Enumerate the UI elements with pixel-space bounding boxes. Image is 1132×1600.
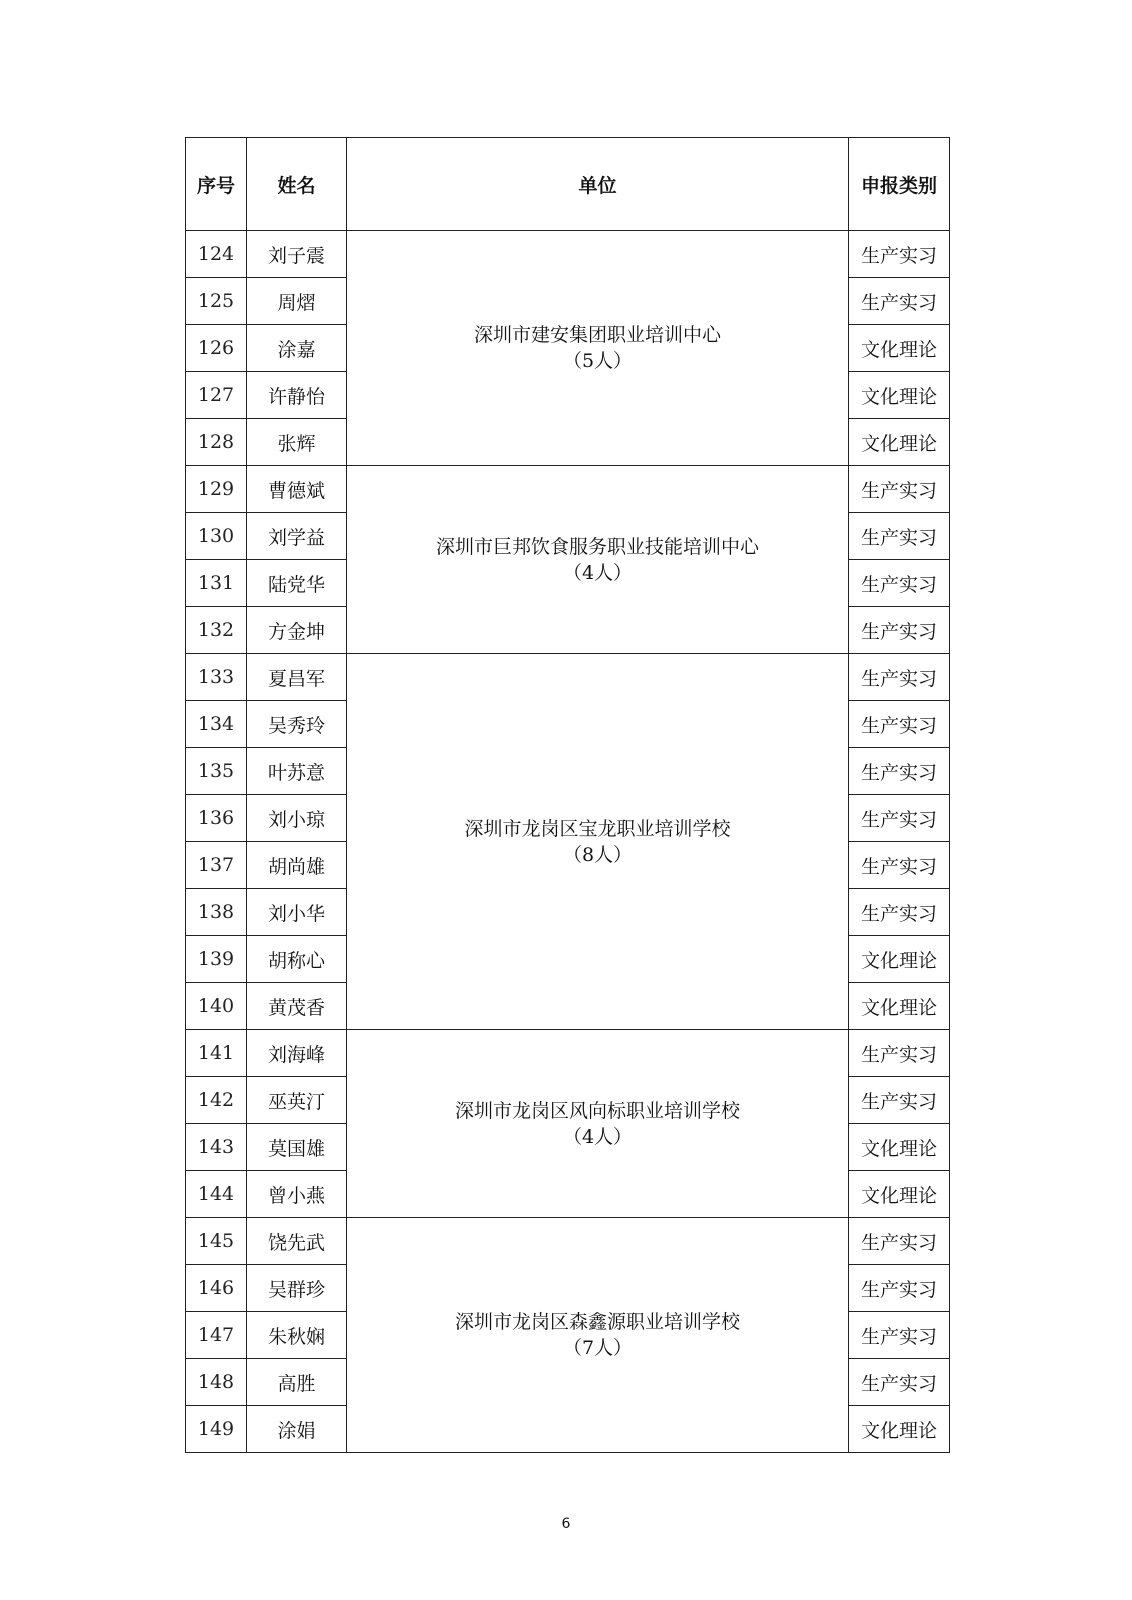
person-name: 刘小琼	[247, 795, 347, 842]
person-name: 巫英汀	[247, 1077, 347, 1124]
row-number: 140	[186, 983, 247, 1030]
person-name: 刘小华	[247, 889, 347, 936]
category: 生产实习	[849, 1030, 950, 1077]
category: 生产实习	[849, 1312, 950, 1359]
table-row	[186, 466, 950, 513]
category: 生产实习	[849, 1359, 950, 1406]
person-name: 张辉	[247, 419, 347, 466]
category: 文化理论	[849, 419, 950, 466]
header-unit: 单位	[347, 138, 849, 231]
row-number: 139	[186, 936, 247, 983]
row-number: 147	[186, 1312, 247, 1359]
row-number: 133	[186, 654, 247, 701]
person-name: 方金坤	[247, 607, 347, 654]
category: 生产实习	[849, 560, 950, 607]
unit-count: （4人）	[562, 561, 633, 584]
row-number: 144	[186, 1171, 247, 1218]
table-row	[186, 654, 950, 701]
category: 生产实习	[849, 842, 950, 889]
person-name: 夏昌军	[247, 654, 347, 701]
unit-name: 深圳市龙岗区风向标职业培训学校	[454, 1099, 740, 1122]
person-name: 曾小燕	[247, 1171, 347, 1218]
table-body	[186, 231, 950, 1453]
row-number: 130	[186, 513, 247, 560]
person-name: 高胜	[247, 1359, 347, 1406]
category: 生产实习	[849, 654, 950, 701]
header-row	[186, 138, 950, 231]
row-number: 136	[186, 795, 247, 842]
unit-cell	[347, 1030, 849, 1218]
person-name: 胡称心	[247, 936, 347, 983]
row-number: 141	[186, 1030, 247, 1077]
unit-count: （7人）	[562, 1337, 633, 1359]
person-name: 吴群珍	[247, 1265, 347, 1312]
category: 生产实习	[849, 466, 950, 513]
row-number: 148	[186, 1359, 247, 1406]
category: 生产实习	[849, 513, 950, 560]
table-row	[186, 1218, 950, 1265]
person-name: 朱秋娴	[247, 1312, 347, 1359]
person-name: 刘海峰	[247, 1030, 347, 1077]
row-number: 124	[186, 231, 247, 278]
person-name: 胡尚雄	[247, 842, 347, 889]
unit-count: （8人）	[562, 843, 633, 866]
person-name: 曹德斌	[247, 466, 347, 513]
person-name: 刘子震	[247, 231, 347, 278]
unit-count: （5人）	[562, 350, 633, 372]
person-name: 陆党华	[247, 560, 347, 607]
row-number: 134	[186, 701, 247, 748]
unit-cell	[347, 654, 849, 1030]
unit-cell	[347, 231, 849, 466]
person-name: 涂嘉	[247, 325, 347, 372]
row-number: 145	[186, 1218, 247, 1265]
category: 生产实习	[849, 231, 950, 278]
person-name: 涂娟	[247, 1406, 347, 1453]
category: 文化理论	[849, 325, 950, 372]
row-number: 125	[186, 278, 247, 325]
row-number: 128	[186, 419, 247, 466]
category: 文化理论	[849, 1124, 950, 1171]
category: 生产实习	[849, 795, 950, 842]
category: 文化理论	[849, 372, 950, 419]
category: 生产实习	[849, 889, 950, 936]
row-number: 132	[186, 607, 247, 654]
category: 文化理论	[849, 936, 950, 983]
category: 文化理论	[849, 983, 950, 1030]
unit-name: 深圳市龙岗区森鑫源职业培训学校	[454, 1311, 740, 1333]
unit-name: 深圳市龙岗区宝龙职业培训学校	[464, 817, 731, 840]
unit-name: 深圳市巨邦饮食服务职业技能培训中心	[435, 535, 759, 558]
row-number: 137	[186, 842, 247, 889]
person-name: 许静怡	[247, 372, 347, 419]
person-name: 周熠	[247, 278, 347, 325]
row-number: 127	[186, 372, 247, 419]
category: 生产实习	[849, 1077, 950, 1124]
category: 生产实习	[849, 278, 950, 325]
header-no: 序号	[186, 138, 247, 231]
table-row	[186, 1030, 950, 1077]
header-category: 申报类别	[849, 138, 950, 231]
row-number: 149	[186, 1406, 247, 1453]
person-name: 莫国雄	[247, 1124, 347, 1171]
row-number: 126	[186, 325, 247, 372]
unit-name: 深圳市建安集团职业培训中心	[473, 324, 721, 346]
person-name: 刘学益	[247, 513, 347, 560]
category: 文化理论	[849, 1406, 950, 1453]
row-number: 129	[186, 466, 247, 513]
category: 生产实习	[849, 1218, 950, 1265]
unit-cell	[347, 466, 849, 654]
category: 生产实习	[849, 701, 950, 748]
row-number: 146	[186, 1265, 247, 1312]
row-number: 142	[186, 1077, 247, 1124]
unit-count: （4人）	[562, 1125, 633, 1148]
category: 文化理论	[849, 1171, 950, 1218]
category: 生产实习	[849, 1265, 950, 1312]
row-number: 135	[186, 748, 247, 795]
unit-cell	[347, 1218, 849, 1453]
row-number: 143	[186, 1124, 247, 1171]
person-name: 叶苏意	[247, 748, 347, 795]
header-name: 姓名	[247, 138, 347, 231]
page-number: 6	[561, 1516, 571, 1532]
category: 生产实习	[849, 607, 950, 654]
person-name: 吴秀玲	[247, 701, 347, 748]
table-row	[186, 231, 950, 278]
person-name: 黄茂香	[247, 983, 347, 1030]
roster-table	[185, 137, 950, 1453]
person-name: 饶先武	[247, 1218, 347, 1265]
row-number: 131	[186, 560, 247, 607]
row-number: 138	[186, 889, 247, 936]
category: 生产实习	[849, 748, 950, 795]
